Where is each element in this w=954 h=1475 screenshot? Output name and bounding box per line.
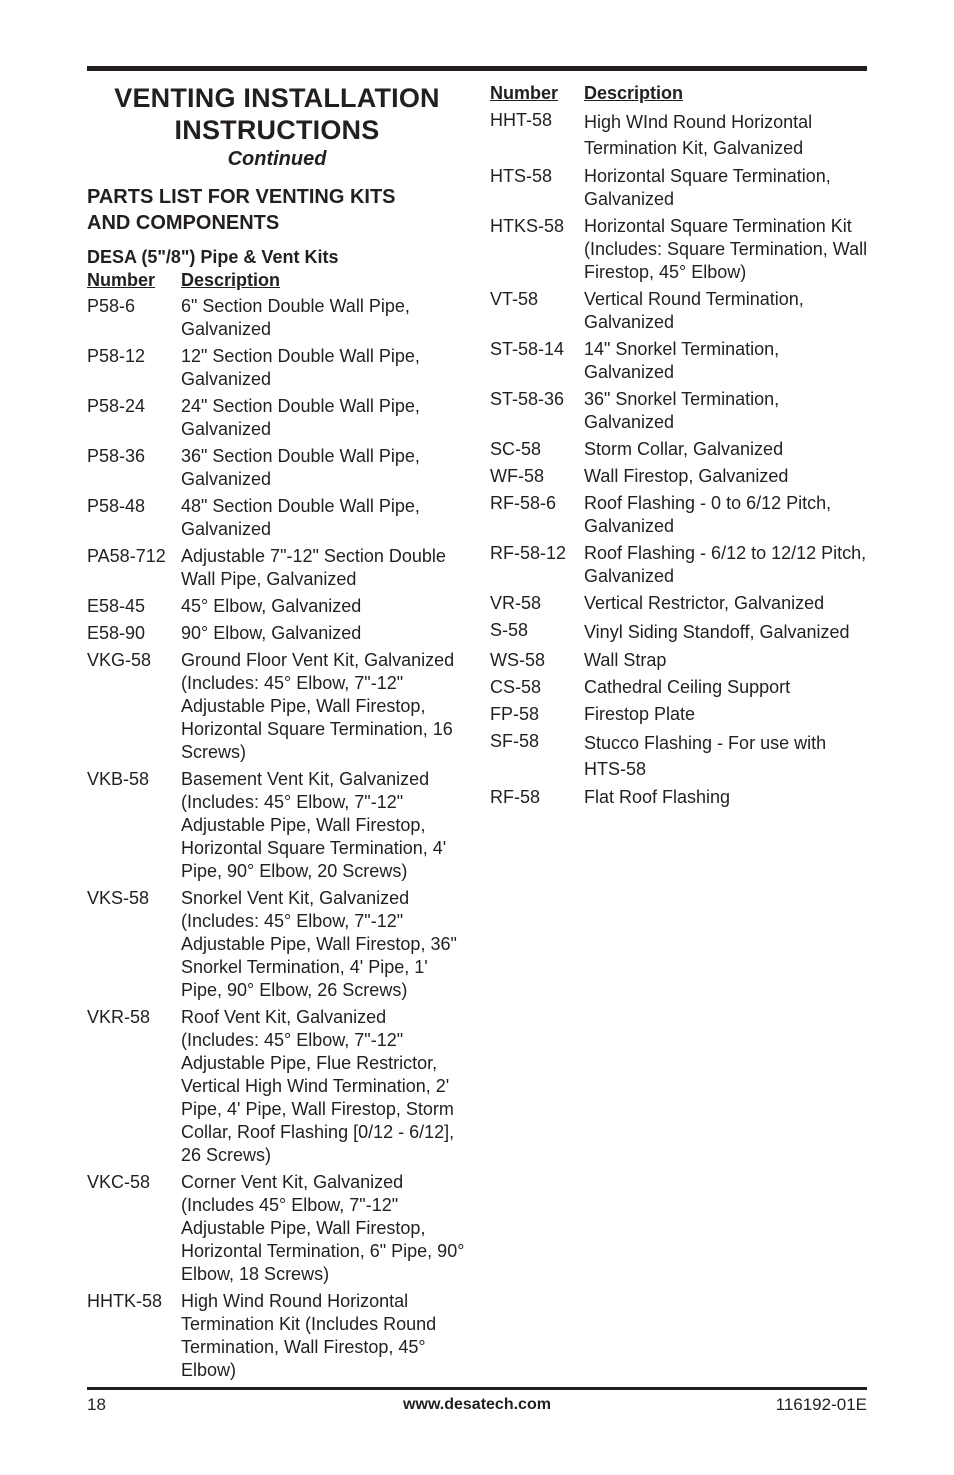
- table-row: [490, 288, 870, 334]
- part-number: P58-48: [87, 496, 146, 516]
- table-row: [87, 1006, 467, 1167]
- part-description: Cathedral Ceiling Support: [584, 677, 791, 697]
- table-row: [87, 887, 467, 1002]
- table-row: [490, 215, 870, 284]
- part-number: WF-58: [490, 466, 544, 486]
- part-description: Snorkel Vent Kit, Galvanized (Includes: 45° Elbow, 7"-12" Adjustable Pipe, Wall Firestop, 36" Snorkel Termination, 4' Pipe, 1' Pipe, 90° Elbow, 26 Screws): [181, 888, 457, 1000]
- part-number: RF-58-12: [490, 543, 567, 563]
- part-description: 36" Section Double Wall Pipe, Galvanized: [181, 446, 420, 489]
- part-number: P58-24: [87, 396, 146, 416]
- title-line-2: INSTRUCTIONS: [174, 115, 380, 145]
- part-number: SF-58: [490, 731, 540, 751]
- table-row: [87, 495, 467, 541]
- top-rule: [87, 66, 867, 71]
- part-description: Basement Vent Kit, Galvanized (Includes: 45° Elbow, 7"-12" Adjustable Pipe, Wall Firestop, Horizontal Square Termination, 4' Pipe, 90° Elbow, 20 Screws): [181, 769, 447, 881]
- part-number: RF-58: [490, 787, 541, 807]
- part-number: VKG-58: [87, 650, 152, 670]
- part-number: E58-45: [87, 596, 146, 616]
- section-title-line-1: PARTS LIST FOR VENTING KITS: [87, 186, 396, 208]
- right-col-description-header: Description: [584, 83, 684, 103]
- part-description: 24" Section Double Wall Pipe, Galvanized: [181, 396, 420, 439]
- part-number: VT-58: [490, 289, 539, 309]
- part-number: VKC-58: [87, 1172, 151, 1192]
- page-number: 18: [87, 1395, 106, 1414]
- kit-heading: DESA (5"/8") Pipe & Vent Kits: [87, 247, 339, 267]
- left-table-body: [87, 295, 467, 1382]
- part-number: P58-36: [87, 446, 146, 466]
- left-column: [87, 82, 467, 1386]
- part-description: 48" Section Double Wall Pipe, Galvanized: [181, 496, 420, 539]
- left-col-description-header: Description: [181, 270, 281, 290]
- table-row: [490, 619, 870, 645]
- part-description: Firestop Plate: [584, 704, 696, 724]
- part-number: RF-58-6: [490, 493, 557, 513]
- table-row: [87, 622, 467, 645]
- section-title: [87, 184, 467, 236]
- part-number: S-58: [490, 620, 529, 640]
- table-row: [87, 545, 467, 591]
- table-row: [490, 592, 870, 615]
- part-number: SC-58: [490, 439, 542, 459]
- table-row: [490, 165, 870, 211]
- part-number: P58-6: [87, 296, 136, 316]
- part-description: 14" Snorkel Termination, Galvanized: [584, 339, 780, 382]
- part-description: Roof Vent Kit, Galvanized (Includes: 45° Elbow, 7"-12" Adjustable Pipe, Flue Restrictor, Vertical High Wind Termination, 2' Pipe, 4' Pipe, Wall Firestop, Storm Collar, Roof Flashing [0/12 - 6/12], 26 Screws): [181, 1007, 455, 1165]
- part-description: Vinyl Siding Standoff, Galvanized: [584, 622, 850, 642]
- table-row: [87, 768, 467, 883]
- part-number: HHTK-58: [87, 1291, 163, 1311]
- part-number: WS-58: [490, 650, 546, 670]
- right-column: [490, 82, 870, 813]
- part-number: P58-12: [87, 346, 146, 366]
- part-number: E58-90: [87, 623, 146, 643]
- part-description: 45° Elbow, Galvanized: [181, 596, 362, 616]
- page-subtitle: Continued: [227, 148, 327, 170]
- table-row: [87, 1171, 467, 1286]
- part-number: VKB-58: [87, 769, 150, 789]
- table-row: [490, 338, 870, 384]
- part-number: PA58-712: [87, 546, 166, 566]
- right-table-body: [490, 109, 870, 809]
- table-row: [490, 703, 870, 726]
- part-description: High Wind Round Horizontal Termination Kit (Includes Round Termination, Wall Firestop, 45° Elbow): [181, 1291, 437, 1380]
- table-row: [490, 542, 870, 588]
- part-number: HHT-58: [490, 110, 553, 130]
- part-number: VR-58: [490, 593, 542, 613]
- document-number: 116192-01E: [775, 1395, 867, 1414]
- part-number: HTS-58: [490, 166, 553, 186]
- table-row: [490, 109, 870, 161]
- table-row: [87, 395, 467, 441]
- part-description: 6" Section Double Wall Pipe, Galvanized: [181, 296, 410, 339]
- part-description: Flat Roof Flashing: [584, 787, 731, 807]
- part-number: CS-58: [490, 677, 542, 697]
- part-description: Roof Flashing - 6/12 to 12/12 Pitch, Galvanized: [584, 543, 867, 586]
- part-description: 12" Section Double Wall Pipe, Galvanized: [181, 346, 420, 389]
- right-table-header: [490, 82, 870, 105]
- part-description: Roof Flashing - 0 to 6/12 Pitch, Galvanized: [584, 493, 832, 536]
- part-description: Vertical Restrictor, Galvanized: [584, 593, 825, 613]
- part-number: HTKS-58: [490, 216, 565, 236]
- right-col-number-header: Number: [490, 83, 559, 103]
- table-row: [87, 595, 467, 618]
- part-number: VKS-58: [87, 888, 150, 908]
- part-description: Adjustable 7"-12" Section Double Wall Pipe, Galvanized: [181, 546, 446, 589]
- table-row: [490, 676, 870, 699]
- part-description: 36" Snorkel Termination, Galvanized: [584, 389, 780, 432]
- part-description: 90° Elbow, Galvanized: [181, 623, 362, 643]
- page-title: [87, 82, 467, 146]
- table-row: [490, 388, 870, 434]
- part-description: Horizontal Square Termination Kit (Includes: Square Termination, Wall Firestop, 45° Elbow): [584, 216, 868, 282]
- part-number: FP-58: [490, 704, 540, 724]
- part-description: Vertical Round Termination, Galvanized: [584, 289, 804, 332]
- part-description: Horizontal Square Termination, Galvanized: [584, 166, 831, 209]
- part-description: Wall Firestop, Galvanized: [584, 466, 789, 486]
- part-description: Stucco Flashing - For use with HTS-58: [584, 733, 827, 779]
- table-row: [87, 649, 467, 764]
- bottom-rule: [87, 1387, 867, 1390]
- title-line-1: VENTING INSTALLATION: [114, 83, 440, 113]
- table-row: [87, 1290, 467, 1382]
- part-description: Ground Floor Vent Kit, Galvanized (Includes: 45° Elbow, 7"-12" Adjustable Pipe, Wall Firestop, Horizontal Square Termination, 16 Screws): [181, 650, 455, 762]
- table-row: [490, 730, 870, 782]
- table-row: [87, 445, 467, 491]
- table-row: [490, 438, 870, 461]
- table-row: [87, 295, 467, 341]
- part-number: ST-58-14: [490, 339, 565, 359]
- table-row: [490, 786, 870, 809]
- left-table-header: [87, 269, 467, 292]
- website-link[interactable]: www.desatech.com: [403, 1396, 551, 1413]
- table-row: [490, 649, 870, 672]
- part-description: Storm Collar, Galvanized: [584, 439, 784, 459]
- table-row: [490, 465, 870, 488]
- part-description: Wall Strap: [584, 650, 667, 670]
- section-title-line-2: AND COMPONENTS: [87, 212, 280, 234]
- left-col-number-header: Number: [87, 270, 156, 290]
- table-row: [87, 345, 467, 391]
- part-description: Corner Vent Kit, Galvanized (Includes 45° Elbow, 7"-12" Adjustable Pipe, Wall Firestop, Horizontal Termination, 6" Pipe, 90° Elbow, 18 Screws): [181, 1172, 465, 1284]
- part-number: VKR-58: [87, 1007, 151, 1027]
- part-description: High WInd Round Horizontal Termination Kit, Galvanized: [584, 112, 813, 158]
- part-number: ST-58-36: [490, 389, 565, 409]
- table-row: [490, 492, 870, 538]
